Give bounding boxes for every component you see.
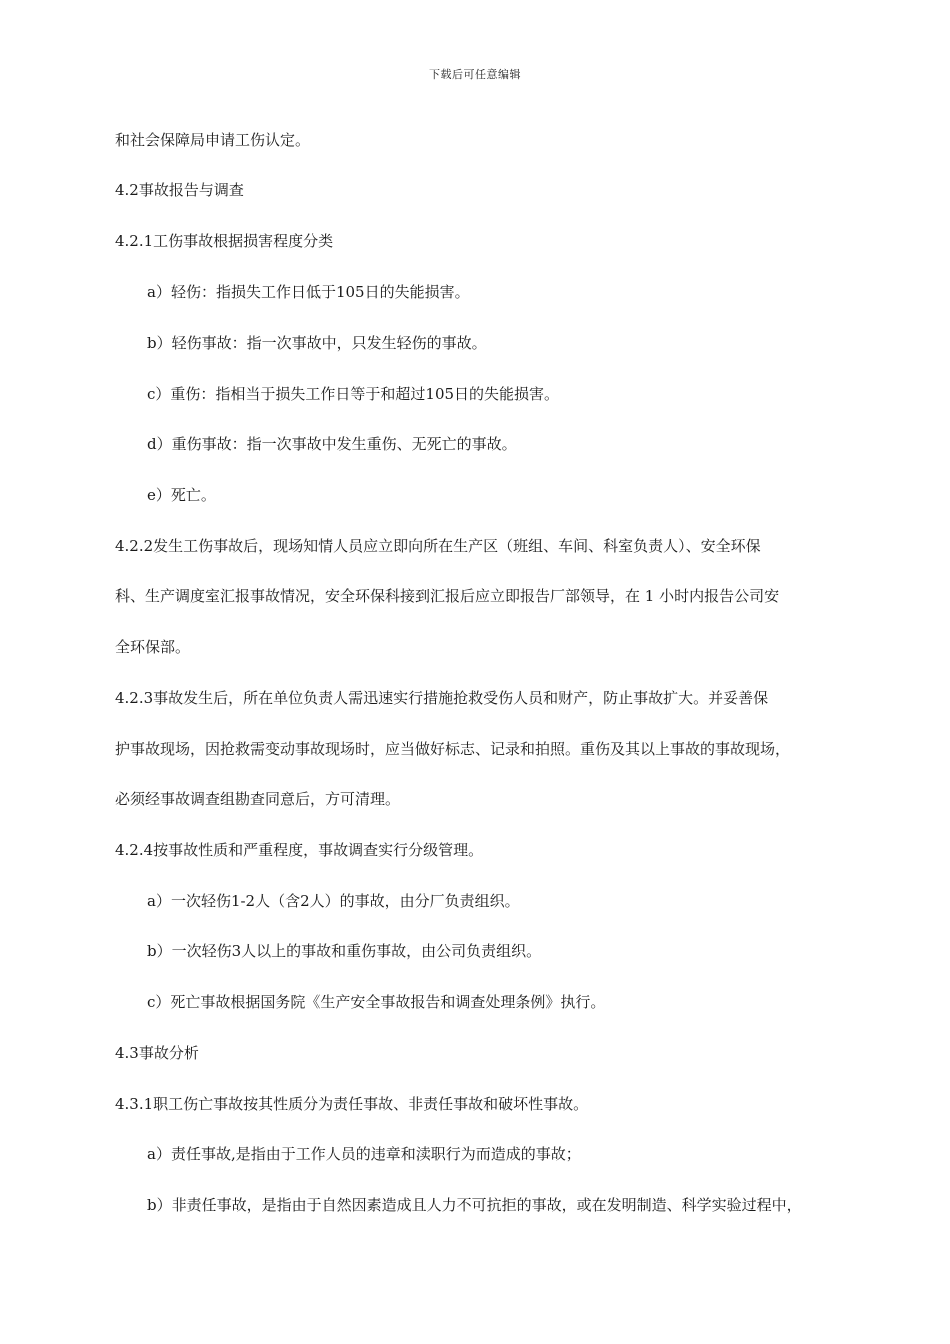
paragraph-line: 4.2.3事故发生后，所在单位负责人需迅速实行措施抢救受伤人员和财产，防止事故扩大。并妥善保 — [115, 689, 769, 707]
list-item: d）重伤事故：指一次事故中发生重伤、无死亡的事故。 — [147, 435, 517, 453]
list-item: b）非责任事故，是指由于自然因素造成且人力不可抗拒的事故，或在发明制造、科学实验过程中， — [147, 1196, 802, 1214]
list-item: b）轻伤事故：指一次事故中，只发生轻伤的事故。 — [147, 334, 487, 352]
list-item: c）重伤：指相当于损失工作日等于和超过105日的失能损害。 — [147, 385, 560, 403]
paragraph-line: 必须经事故调查组勘查同意后，方可清理。 — [115, 790, 401, 808]
section-heading: 4.3事故分析 — [115, 1044, 199, 1062]
list-item: a）一次轻伤1-2人（含2人）的事故，由分厂负责组织。 — [147, 892, 520, 910]
paragraph-line: 护事故现场，因抢救需变动事故现场时，应当做好标志、记录和拍照。重伤及其以上事故的事故现场， — [115, 740, 791, 758]
paragraph-line: 全环保部。 — [115, 638, 191, 656]
page-header: 下载后可任意编辑 — [429, 68, 521, 81]
list-item: b）一次轻伤3人以上的事故和重伤事故，由公司负责组织。 — [147, 942, 542, 960]
subsection-heading: 4.2.1工伤事故根据损害程度分类 — [115, 232, 334, 250]
paragraph-line: 和社会保障局申请工伤认定。 — [115, 131, 311, 149]
list-item: a）轻伤：指损失工作日低于105日的失能损害。 — [147, 283, 470, 301]
list-item: a）责任事故,是指由于工作人员的违章和渎职行为而造成的事故； — [147, 1145, 581, 1163]
paragraph-line: 科、生产调度室汇报事故情况，安全环保科接到汇报后应立即报告厂部领导，在 1 小时内报告公司安 — [115, 587, 780, 605]
section-heading: 4.2事故报告与调查 — [115, 181, 244, 199]
list-item: c）死亡事故根据国务院《生产安全事故报告和调查处理条例》执行。 — [147, 993, 606, 1011]
subsection-heading: 4.3.1职工伤亡事故按其性质分为责任事故、非责任事故和破坏性事故。 — [115, 1095, 589, 1113]
paragraph-line: 4.2.2发生工伤事故后，现场知情人员应立即向所在生产区（班组、车间、科室负责人）、安全环保 — [115, 537, 761, 555]
subsection-heading: 4.2.4按事故性质和严重程度，事故调查实行分级管理。 — [115, 841, 484, 859]
list-item: e）死亡。 — [147, 486, 216, 504]
